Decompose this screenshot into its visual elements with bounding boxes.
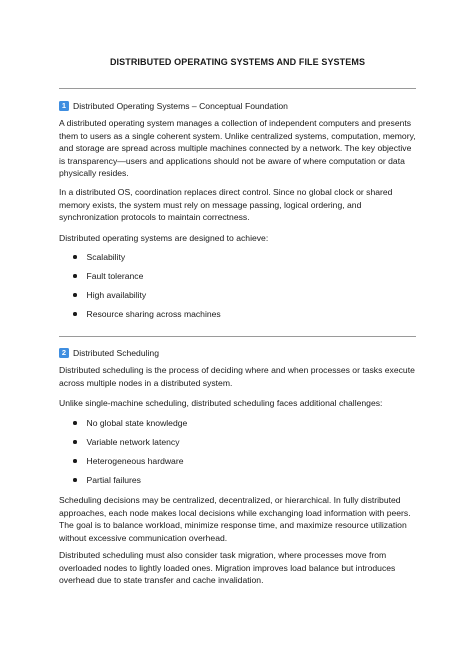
section-2-paragraph-4: Distributed scheduling must also consider task migration, where processes move from overloaded nodes to lightly loaded ones. Migration improves load balance but introduces overhead due to state transfer and cache invalidation.	[59, 550, 396, 586]
section-2-paragraph-1: Distributed scheduling is the process of deciding where and when processes or tasks execute across multiple nodes in a distributed system.	[59, 365, 415, 388]
list-item-text: Heterogeneous hardware	[86, 456, 184, 466]
list-item-text: Variable network latency	[86, 437, 180, 447]
bullet-icon	[73, 274, 77, 278]
list-item	[73, 436, 180, 448]
section-1-heading-row	[59, 100, 288, 112]
section-divider-2	[59, 336, 416, 337]
list-item-text: Scalability	[86, 252, 126, 262]
section-2-paragraph-3: Scheduling decisions may be centralized, decentralized, or hierarchical. In fully distributed approaches, each node makes local decisions while exchanging load information with peers. The goal is to balance workload, minimize response time, and maximize resource utilization without excessive communication overhead.	[59, 495, 411, 543]
list-item-text: Resource sharing across machines	[86, 309, 221, 319]
list-item-text: High availability	[86, 290, 147, 300]
list-item	[73, 270, 143, 282]
list-item	[73, 417, 187, 429]
bullet-icon	[73, 312, 77, 316]
section-number-badge-icon: 2	[59, 348, 69, 358]
bullet-icon	[73, 293, 77, 297]
list-item	[73, 289, 146, 301]
section-1-heading: Distributed Operating Systems – Conceptual Foundation	[73, 101, 288, 111]
list-item-text: Fault tolerance	[86, 271, 144, 281]
bullet-icon	[73, 459, 77, 463]
section-2-heading: Distributed Scheduling	[73, 348, 159, 358]
section-divider-1	[59, 88, 416, 89]
section-1-paragraph-2: In a distributed OS, coordination replaces direct control. Since no global clock or shared memory exists, the system must rely on message passing, logical ordering, and synchronization protocols to maintain correctness.	[59, 187, 393, 223]
document-title: DISTRIBUTED OPERATING SYSTEMS AND FILE SYSTEMS	[109, 57, 366, 67]
section-2-heading-row	[59, 347, 159, 359]
list-item	[73, 474, 141, 486]
section-number-badge-icon: 1	[59, 101, 69, 111]
bullet-icon	[73, 478, 77, 482]
list-item	[73, 455, 183, 467]
list-item-text: No global state knowledge	[86, 418, 188, 428]
section-2-paragraph-2: Unlike single-machine scheduling, distributed scheduling faces additional challenges:	[59, 398, 383, 408]
list-item-text: Partial failures	[86, 475, 141, 485]
section-1-paragraph-1: A distributed operating system manages a collection of independent computers and presents them to users as a single coherent system. Unlike centralized systems, computation, memory, and storage are spread across multiple machines connected by a network. The key objective is transparency—users and applications should not be aware of where computation or data physically resides.	[59, 118, 416, 179]
bullet-icon	[73, 255, 77, 259]
bullet-icon	[73, 440, 77, 444]
section-1-paragraph-3: Distributed operating systems are designed to achieve:	[59, 233, 269, 243]
list-item	[73, 308, 221, 320]
bullet-icon	[73, 421, 77, 425]
list-item	[73, 251, 125, 263]
